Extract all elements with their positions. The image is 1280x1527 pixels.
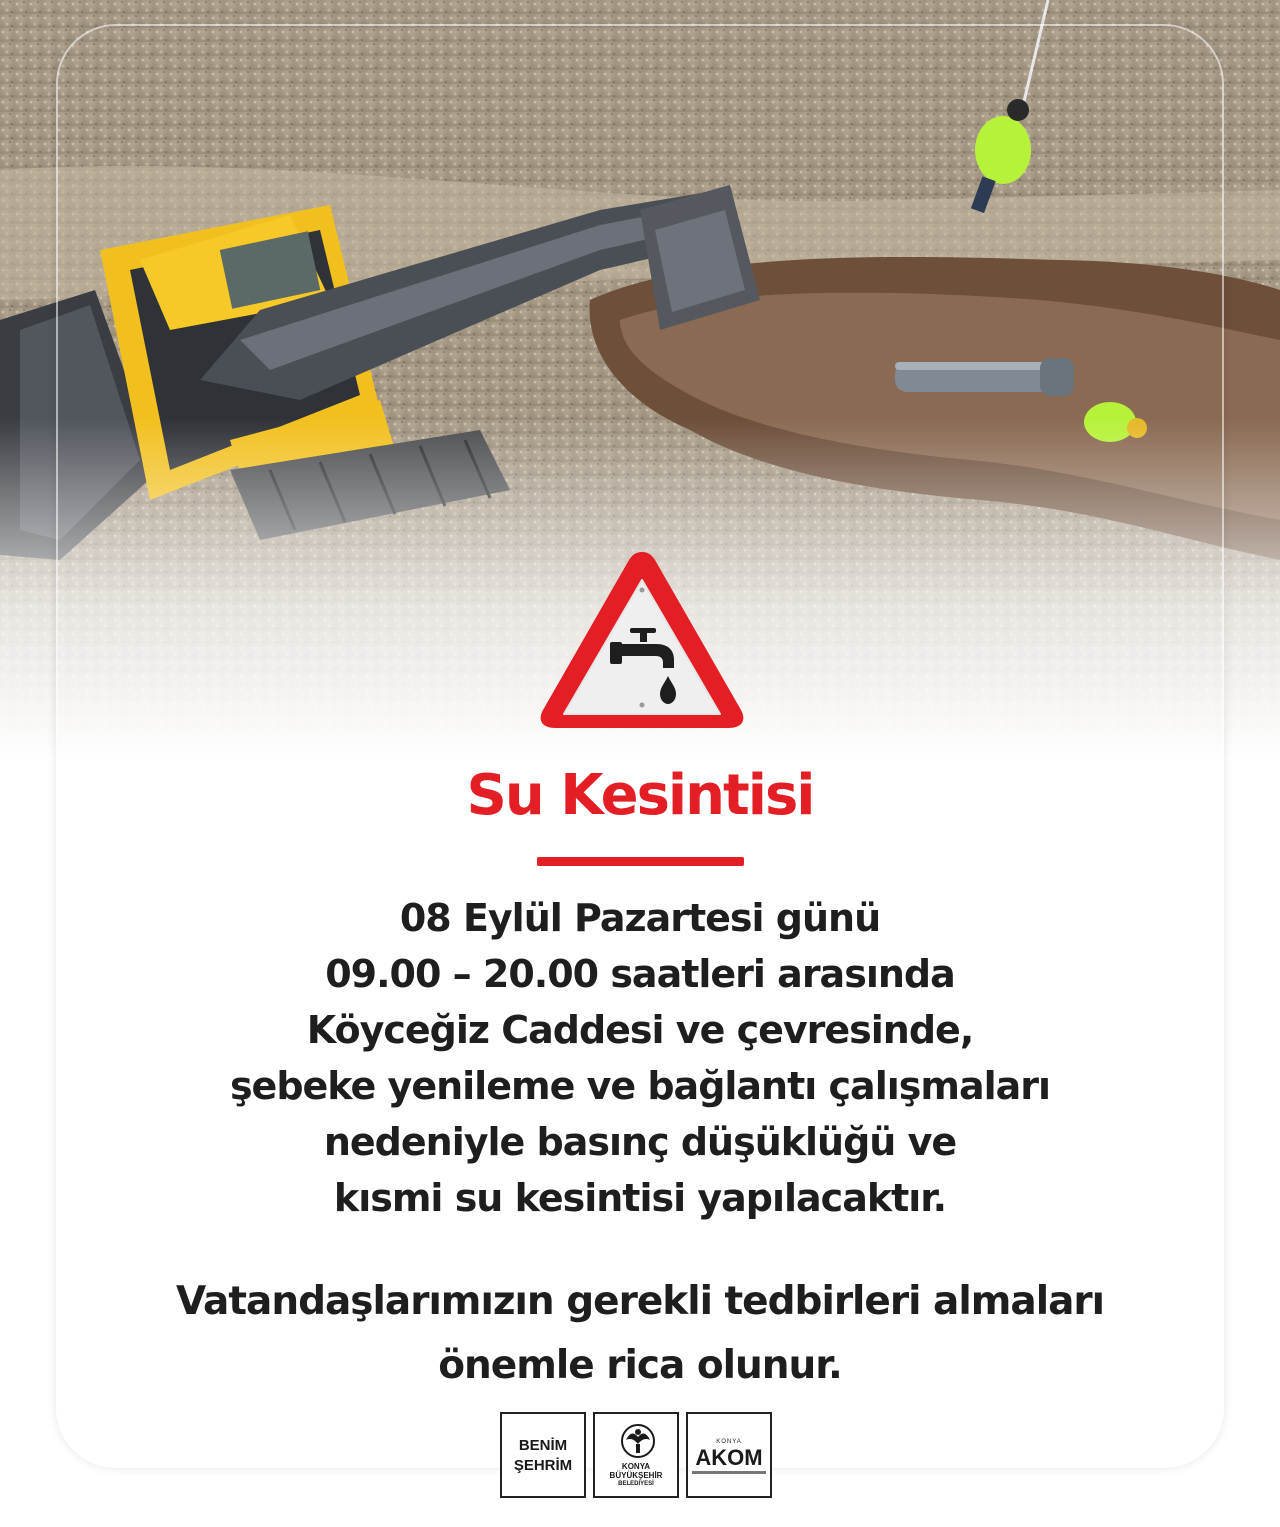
benim-sehrim-logo (500, 1412, 586, 1498)
logo-row (500, 1412, 772, 1500)
notice-line: Vatandaşlarımızın gerekli tedbirleri almaları (175, 1279, 1104, 1324)
title-underline (537, 857, 744, 866)
body-line: nedeniyle basınç düşüklüğü ve (323, 1120, 957, 1164)
akom-subline (692, 1471, 766, 1474)
announcement-body (0, 890, 1280, 1226)
body-line: kısmi su kesintisi yapılacaktır. (333, 1176, 947, 1220)
body-line: Köyceğiz Caddesi ve çevresinde, (306, 1008, 974, 1052)
logo-text: BENİM (518, 1437, 568, 1454)
water-tap-warning-icon (536, 546, 748, 732)
akom-logo (686, 1412, 772, 1498)
seljuk-eagle-icon (620, 1422, 656, 1460)
logo-text: AKOM (695, 1445, 763, 1470)
body-line: 09.00 – 20.00 saatleri arasında (325, 952, 955, 996)
citizen-notice (0, 1270, 1280, 1398)
logo-text: KONYA (621, 1462, 651, 1471)
logo-text: BELEDİYESİ (618, 1481, 654, 1487)
konya-municipality-logo (593, 1412, 679, 1498)
logo-text: BÜYÜKŞEHİR (609, 1471, 663, 1480)
logo-text: KONYA (716, 1439, 742, 1445)
logo-text: ŞEHRİM (513, 1457, 573, 1474)
body-line: şebeke yenileme ve bağlantı çalışmaları (229, 1064, 1051, 1108)
notice-line: önemle rica olunur. (438, 1343, 842, 1388)
body-line: 08 Eylül Pazartesi günü (399, 896, 881, 940)
page-title: Su Kesintisi (466, 763, 814, 828)
